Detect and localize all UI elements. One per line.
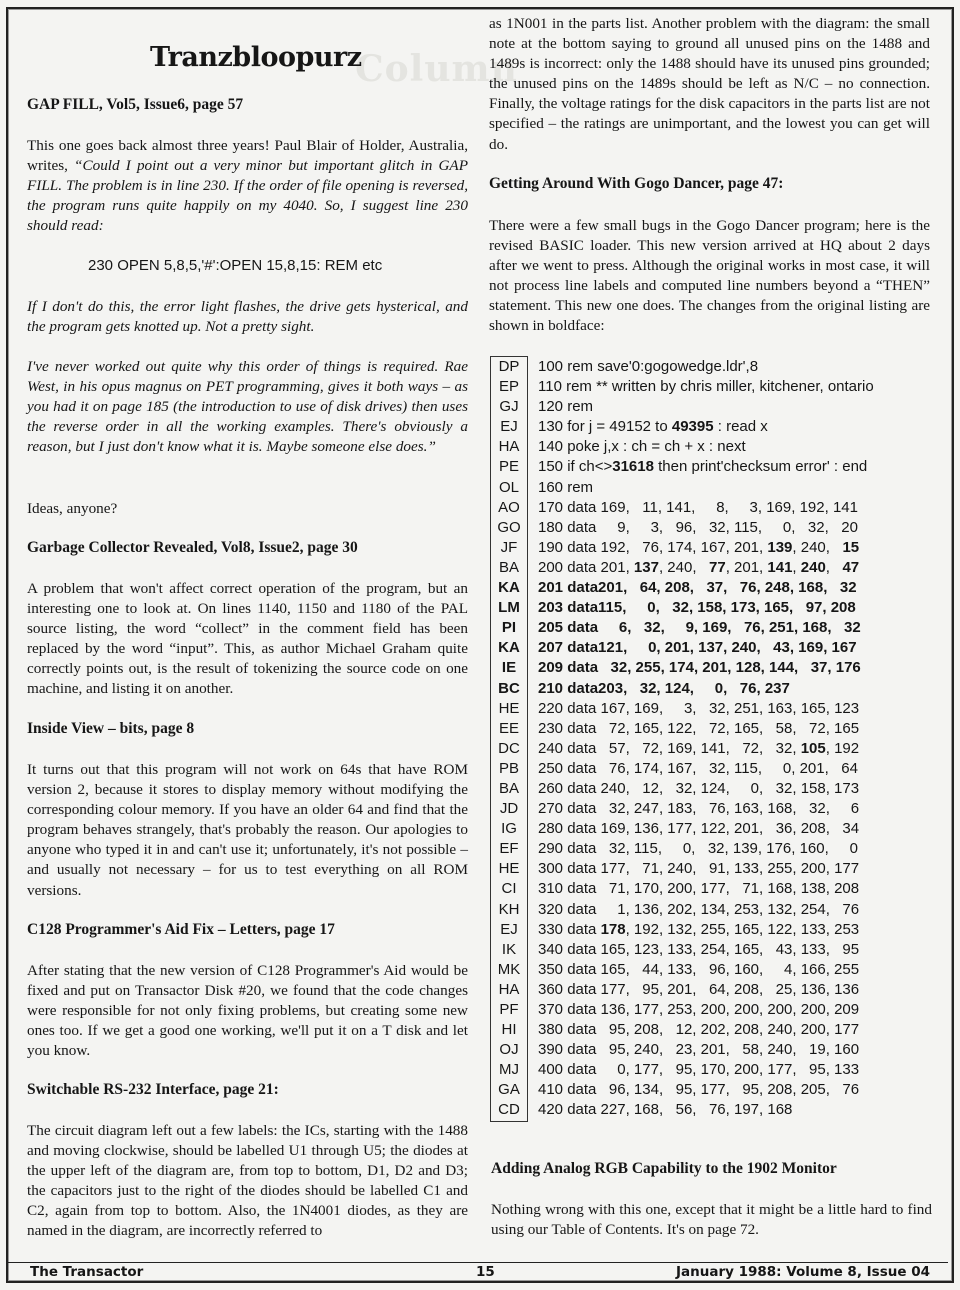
checksum-code: IE	[501, 659, 517, 677]
checksum-code: IK	[501, 940, 517, 958]
checksum-code: PB	[498, 759, 519, 777]
program-line: 210 data203, 32, 124, 0, 76, 237	[538, 679, 790, 697]
program-line: 330 data 178, 192, 132, 255, 165, 122, 133, 253	[538, 920, 860, 938]
program-line: 280 data 169, 136, 177, 122, 201, 36, 208, 34	[538, 820, 860, 838]
checksum-code: KA	[498, 639, 520, 657]
c128-aid-body: After stating that the new version of C128 Programmer's Aid would be fixed and put on Transactor Disk #20, we found that the code changes were responsible for not only fixing problems, but creating some new ones too. If we get a good one working, we'll put it on a T disk and let you know.	[27, 962, 468, 1060]
analog-rgb-body: Nothing wrong with this one, except that it might be a little hard to find using our Table of Contents. It's on page 72.	[491, 1201, 932, 1239]
page-title: Tranzbloopurz	[150, 42, 362, 73]
program-lines-column	[538, 357, 938, 1121]
program-line: 130 for j = 49152 to 49395 : read x	[538, 418, 768, 436]
bleed-through-text: Column	[355, 48, 518, 90]
checksum-code: HA	[498, 438, 520, 456]
program-line: 203 data115, 0, 32, 158, 173, 165, 97, 208	[538, 599, 856, 617]
program-line: 350 data 165, 44, 133, 96, 160, 4, 166, 255	[538, 960, 860, 978]
program-line: 230 data 72, 165, 122, 72, 165, 58, 72, 165	[538, 719, 860, 737]
checksum-code: DP	[498, 358, 520, 375]
program-line: 180 data 9, 3, 96, 32, 115, 0, 32, 20	[538, 518, 858, 536]
section-heading-garbage-collector: Garbage Collector Revealed, Vol8, Issue2, page 30	[27, 539, 358, 556]
inside-view-body: It turns out that this program will not work on 64s that have ROM version 2, because it stores to display memory without modifying the corresponding colour memory. If you have an older 64 and find that the program behaves strangely, that's probably the reason. Our apologies to anyone who typed it in and can't use it; unfortunately, it's not possible – and usually not necessary – for us to test everything on all ROM versions.	[27, 761, 468, 899]
program-line: 110 rem ** written by chris miller, kitchener, ontario	[538, 378, 874, 396]
gap-fill-paragraph-3: I've never worked out quite why this order of things is required. Rae West, in his opus magnus on PET programming, gives it both ways – as you had it on page 185 (the introduction to use of disk drives) then uses the reverse order in all the working examples. There's obviously a reason, but I just don't know what it is. Maybe someone else does.”	[27, 358, 468, 456]
program-line: 240 data 57, 72, 169, 141, 72, 32, 105, 192	[538, 739, 860, 757]
footer-page-number: 15	[476, 1264, 495, 1280]
checksum-code: EF	[499, 840, 519, 858]
program-line: 380 data 95, 208, 12, 202, 208, 240, 200, 177	[538, 1021, 860, 1039]
checksum-code: EP	[498, 378, 519, 396]
checksum-code: PI	[501, 619, 517, 637]
program-line: 410 data 96, 134, 95, 177, 95, 208, 205, 76	[538, 1081, 860, 1099]
checksum-code: MK	[497, 960, 521, 978]
program-line: 390 data 95, 240, 23, 201, 58, 240, 19, 160	[538, 1041, 860, 1059]
program-line: 400 data 0, 177, 95, 170, 200, 177, 95, 133	[538, 1061, 860, 1079]
section-heading-rs232: Switchable RS-232 Interface, page 21:	[27, 1081, 279, 1098]
program-line: 340 data 165, 123, 133, 254, 165, 43, 133, 95	[538, 940, 860, 958]
checksum-code: EJ	[500, 920, 518, 938]
program-line: 150 if ch<>31618 then print'checksum error' : end	[538, 458, 868, 476]
program-line: 290 data 32, 115, 0, 32, 139, 176, 160, 0	[538, 840, 858, 858]
rs232-body: The circuit diagram left out a few labels: the ICs, starting with the 1488 and moving clockwise, should be labelled U1 through U5; the diodes at the upper left of the diagram are, from top to bottom, D1, D2 and D3; the capacitors just to the right of the diodes should be labelled C1 and C2, again from top to bottom. Also, the 1N4001 diodes, as they are named in the diagram, are incorrectly referred to	[27, 1122, 468, 1240]
checksum-code: OJ	[499, 1041, 519, 1059]
checksum-code: JD	[499, 800, 519, 818]
checksum-code: EE	[498, 719, 519, 737]
program-line: 320 data 1, 136, 202, 134, 253, 132, 254, 76	[538, 900, 860, 918]
garbage-collector-body: A problem that won't affect correct operation of the program, but an interesting one to look at. On lines 1140, 1150 and 1180 of the PAL source listing, the word “collect” in the comment field has been replaced by the word “input”. This, as author Michael Graham quite correctly points out, is the result of tokenizing the source code on one machine, and listing it on another.	[27, 580, 468, 698]
program-line: 209 data 32, 255, 174, 201, 128, 144, 37, 176	[538, 659, 861, 677]
footer-publication: The Transactor	[30, 1264, 144, 1280]
checksum-code: KH	[498, 900, 520, 918]
program-line: 270 data 32, 247, 183, 76, 163, 168, 32, 6	[538, 800, 860, 818]
program-line: 207 data121, 0, 201, 137, 240, 43, 169, 167	[538, 639, 857, 657]
checksum-code-column	[490, 356, 528, 1122]
program-line: 160 rem	[538, 478, 594, 496]
checksum-code: HE	[498, 860, 520, 878]
program-line: 360 data 177, 95, 201, 64, 208, 25, 136, 136	[538, 980, 860, 998]
program-line: 260 data 240, 12, 32, 124, 0, 32, 158, 173	[538, 779, 860, 797]
checksum-code: PE	[498, 458, 519, 476]
checksum-code: BA	[498, 558, 519, 576]
program-line: 205 data 6, 32, 9, 169, 76, 251, 168, 32	[538, 619, 861, 637]
checksum-code: KA	[498, 579, 520, 597]
program-line: 120 rem	[538, 398, 594, 416]
checksum-code: GJ	[499, 398, 519, 416]
program-line: 300 data 177, 71, 240, 91, 133, 255, 200, 177	[538, 860, 860, 878]
section-heading-c128-aid: C128 Programmer's Aid Fix – Letters, page 17	[27, 921, 335, 938]
checksum-code: HA	[498, 980, 520, 998]
program-line: 420 data 227, 168, 56, 76, 197, 168	[538, 1101, 793, 1119]
checksum-code: PF	[499, 1001, 519, 1018]
gap-fill-paragraph-1: This one goes back almost three years! Paul Blair of Holder, Australia, writes, “Could I point out a very minor but important glitch in GAP FILL. The problem is in line 230. If the order of file opening is reversed, the program runs quite happily on my 4040. So, I suggest line 230 should read:	[27, 137, 468, 235]
program-line: 310 data 71, 170, 200, 177, 71, 168, 138, 208	[538, 880, 860, 898]
checksum-code: HI	[501, 1021, 517, 1039]
footer-issue: January 1988: Volume 8, Issue 04	[675, 1264, 930, 1280]
program-line: 170 data 169, 11, 141, 8, 3, 169, 192, 141	[538, 498, 858, 516]
checksum-code: CD	[498, 1101, 520, 1119]
checksum-code: GA	[498, 1081, 520, 1099]
gap-fill-paragraph-2: If I don't do this, the error light flashes, the drive gets hysterical, and the program gets knotted up. Not a pretty sight.	[27, 298, 468, 336]
checksum-code: EJ	[500, 418, 518, 436]
checksum-code: MJ	[499, 1061, 519, 1079]
program-line: 140 poke j,x : ch = ch + x : next	[538, 438, 746, 456]
program-line: 190 data 192, 76, 174, 167, 201, 139, 240, 15	[538, 538, 860, 556]
program-line: 100 rem save'0:gogowedge.ldr',8	[538, 358, 759, 375]
program-line: 370 data 136, 177, 253, 200, 200, 200, 200, 209	[538, 1001, 860, 1018]
program-line: 201 data201, 64, 208, 37, 76, 248, 168, 32	[538, 579, 857, 597]
checksum-code: HE	[498, 699, 520, 717]
section-heading-analog-rgb: Adding Analog RGB Capability to the 1902 Monitor	[491, 1160, 837, 1177]
checksum-code: OL	[498, 478, 519, 496]
program-line: 200 data 201, 137, 240, 77, 201, 141, 240, 47	[538, 558, 860, 576]
checksum-code: AO	[498, 498, 520, 516]
checksum-code: DC	[498, 739, 520, 757]
checksum-code: BA	[498, 779, 519, 797]
gap-fill-code-line: 230 OPEN 5,8,5,'#':OPEN 15,8,15: REM etc	[88, 257, 383, 274]
program-line: 250 data 76, 174, 167, 32, 115, 0, 201, 64	[538, 759, 858, 777]
rs232-body-continued: as 1N001 in the parts list. Another problem with the diagram: the small note at the bottom saying to ground all unused pins on the 1488 and 1489s is incorrect: only the 1488 should have its unused pins grounded; the unused pins on the 1489s should be left as N/C – no connection. Finally, the voltage ratings for the disk capacitors in the parts list are not specified – the ratings are unimportant, and the lowest you can get will do.	[489, 15, 930, 153]
section-heading-gap-fill: GAP FILL, Vol5, Issue6, page 57	[27, 96, 244, 113]
checksum-code: JF	[500, 538, 518, 556]
checksum-code: GO	[497, 518, 521, 536]
checksum-code: LM	[498, 599, 520, 617]
page-footer	[8, 1262, 948, 1281]
gogo-dancer-body: There were a few small bugs in the Gogo Dancer program; here is the revised BASIC loader. This new version arrived at HQ about 2 days after we went to press. Although the original works in most case, it will not process line labels and computed line numbers beyond a “THEN” statement. This new one does. The changes from the original listing are shown in boldface:	[489, 217, 930, 335]
section-heading-gogo-dancer: Getting Around With Gogo Dancer, page 47:	[489, 175, 784, 192]
checksum-code: IG	[501, 820, 517, 838]
checksum-code: BC	[498, 679, 520, 697]
program-line: 220 data 167, 169, 3, 32, 251, 163, 165, 123	[538, 699, 860, 717]
checksum-code: CI	[501, 880, 517, 898]
gap-fill-paragraph-4: Ideas, anyone?	[27, 500, 118, 517]
section-heading-inside-view: Inside View – bits, page 8	[27, 720, 195, 737]
